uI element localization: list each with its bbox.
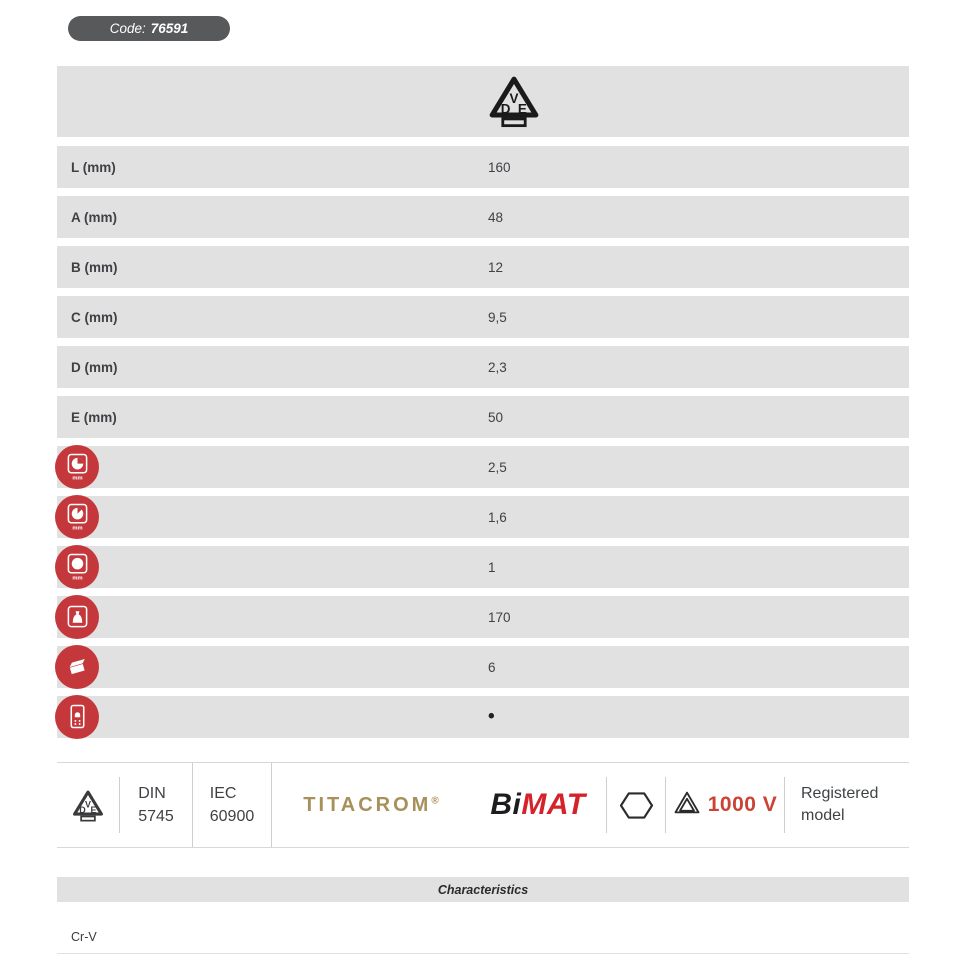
spec-value: 1	[488, 559, 496, 575]
code-value: 76591	[150, 21, 189, 36]
dimension-value: 50	[488, 409, 504, 425]
spec-value: 6	[488, 659, 496, 675]
blister-pack-icon	[55, 695, 99, 739]
spec-value: 170	[488, 609, 511, 625]
table-header-row	[57, 66, 909, 137]
svg-text:E: E	[517, 101, 527, 117]
svg-text:V: V	[85, 799, 91, 810]
titacrom-logo	[272, 763, 470, 847]
table-row	[57, 246, 909, 288]
insulated-1000v-badge	[666, 763, 784, 847]
table-row	[57, 696, 909, 738]
svg-text:D: D	[500, 101, 511, 117]
cut-medium-wire-icon	[55, 495, 99, 539]
table-row	[57, 296, 909, 338]
table-row	[57, 596, 909, 638]
bimat-logo	[470, 763, 606, 847]
characteristics-header: Characteristics	[57, 877, 909, 902]
table-row	[57, 646, 909, 688]
divider	[57, 953, 909, 954]
bimat-black-letters: Bi	[490, 788, 522, 821]
table-row	[57, 146, 909, 188]
dimension-label: E (mm)	[71, 409, 117, 425]
cut-hard-wire-icon	[55, 445, 99, 489]
iec-standard	[193, 763, 271, 847]
double-triangle-icon	[673, 790, 701, 820]
svg-text:V: V	[509, 91, 519, 107]
table-row	[57, 446, 909, 488]
spec-value: 2,5	[488, 459, 507, 475]
cut-soft-wire-icon	[55, 545, 99, 589]
svg-text:mm: mm	[71, 525, 83, 531]
dimension-value: 160	[488, 159, 511, 175]
din-standard	[120, 763, 192, 847]
units-per-box-icon	[55, 645, 99, 689]
din-number: 5745	[138, 808, 174, 825]
din-label: DIN	[138, 784, 166, 802]
weight-grams-icon	[55, 595, 99, 639]
svg-text:mm: mm	[71, 575, 83, 581]
dimension-value: 9,5	[488, 309, 507, 325]
table-row	[57, 546, 909, 588]
table-row	[57, 346, 909, 388]
voltage-rating: 1000 V	[707, 793, 778, 816]
iec-number: 60900	[209, 808, 255, 825]
dimension-label: A (mm)	[71, 209, 117, 225]
hexagon-shape-icon	[607, 763, 665, 847]
titacrom-text: TITACROM	[303, 793, 432, 816]
spec-table	[57, 66, 909, 746]
iec-label: IEC	[209, 784, 237, 802]
code-label: Code:	[109, 21, 146, 36]
registered-line1: Registered	[801, 784, 879, 802]
registered-trademark-symbol: ®	[431, 794, 439, 806]
dimension-value: 2,3	[488, 359, 507, 375]
registered-model-label	[785, 763, 909, 847]
table-row	[57, 196, 909, 238]
svg-text:mm: mm	[71, 475, 83, 481]
registered-line2: model	[801, 807, 845, 824]
dimension-value: 48	[488, 209, 504, 225]
characteristic-item: Cr-V	[71, 930, 97, 944]
dimension-label: C (mm)	[71, 309, 118, 325]
svg-text:D: D	[79, 804, 86, 815]
dimension-value: 12	[488, 259, 504, 275]
bimat-red-letters: MAT	[521, 788, 586, 821]
spec-value: •	[488, 706, 495, 727]
table-row	[57, 496, 909, 538]
vde-certification-mark-icon	[486, 74, 542, 133]
spec-value: 1,6	[488, 509, 507, 525]
vde-small-mark-icon	[57, 763, 119, 847]
dimension-label: D (mm)	[71, 359, 118, 375]
dimension-label: B (mm)	[71, 259, 118, 275]
dimension-label: L (mm)	[71, 159, 116, 175]
svg-text:E: E	[90, 804, 97, 815]
product-code-badge	[68, 16, 230, 41]
table-row	[57, 396, 909, 438]
certifications-strip	[57, 762, 909, 848]
